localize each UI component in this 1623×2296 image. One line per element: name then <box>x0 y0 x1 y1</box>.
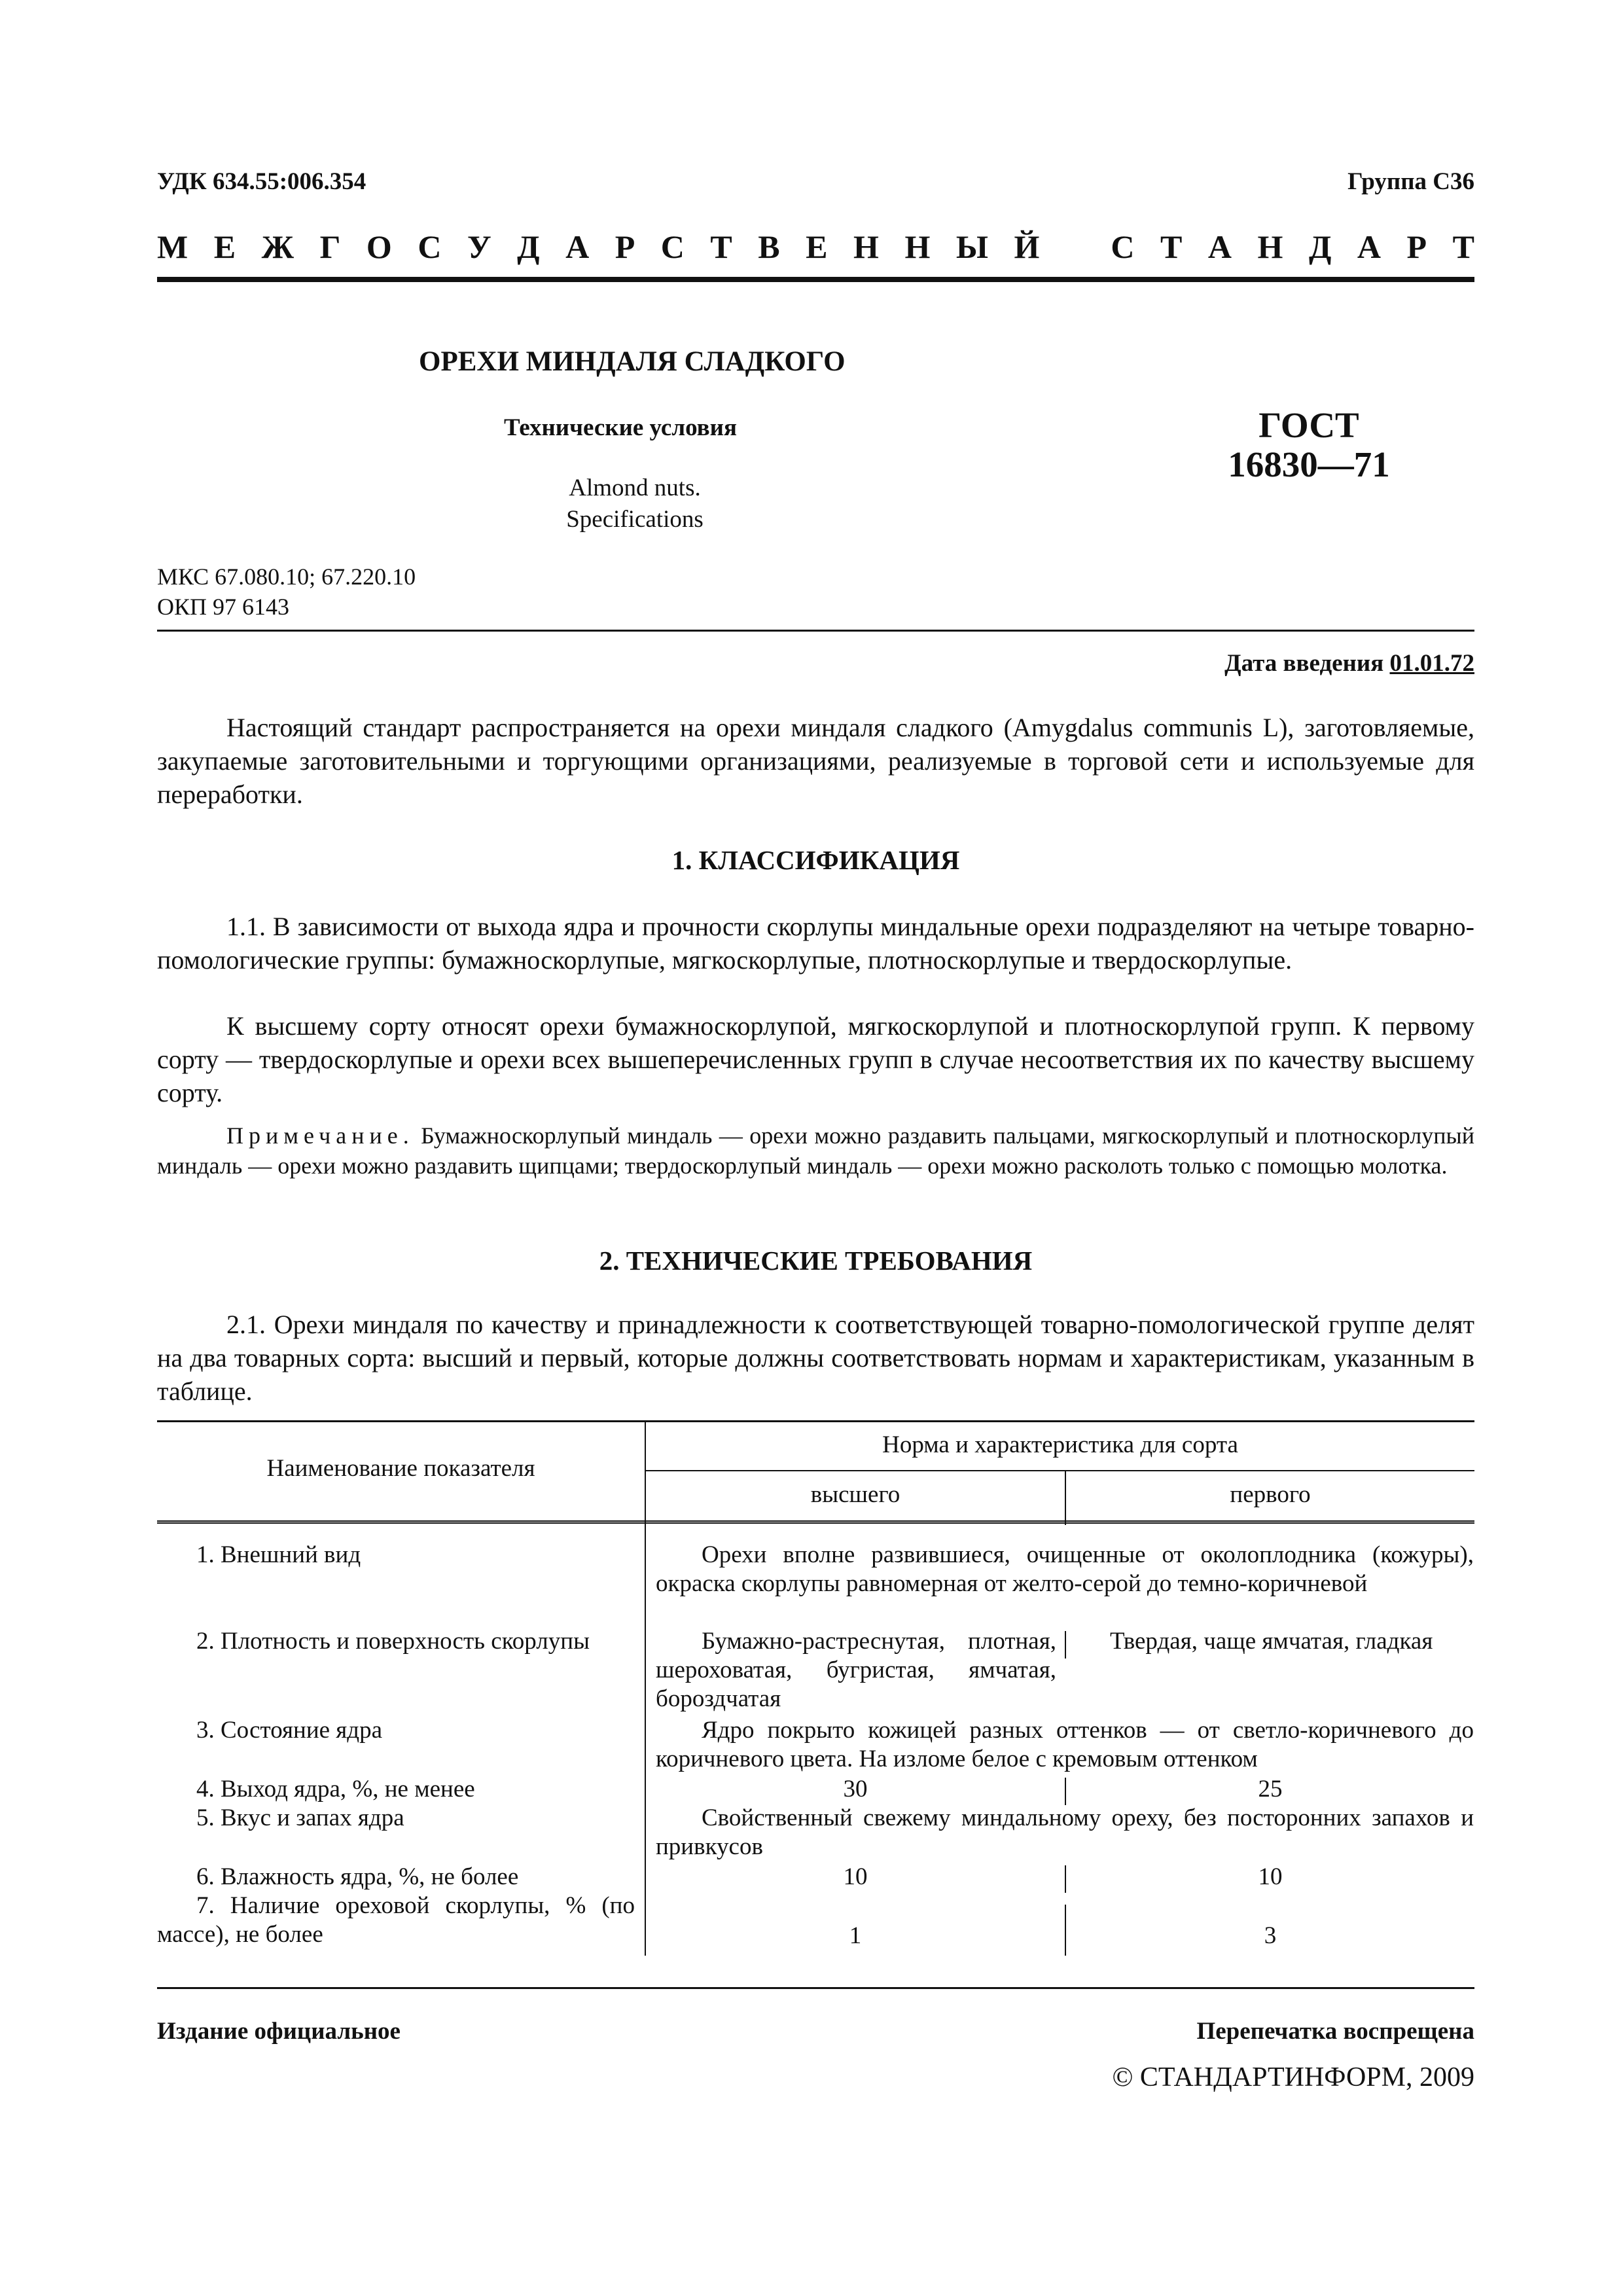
table-row-7-divider <box>1065 1905 1066 1956</box>
section-2-paragraph-1: 2.1. Орехи миндаля по качеству и принадлежности к соответствующей товарно-помологической группе делят на два товарных сорта: высший и первый, которые должны соответствовать нормам и характеристикам, указанным в таблице. <box>157 1310 1474 1406</box>
banner-letter: С <box>660 228 685 265</box>
english-title-line2: Specifications <box>566 506 704 533</box>
banner-letter: Й <box>1014 228 1040 265</box>
table-row-2-first: Твердая, чаще ямчатая, гладкая <box>1110 1628 1433 1655</box>
banner-letter: С <box>418 228 442 265</box>
gost-designation: 16830—71 <box>1228 444 1390 484</box>
table-row-6-first: 10 <box>1258 1863 1283 1890</box>
reprint-prohibited-label: Перепечатка воспрещена <box>1196 2018 1474 2045</box>
okp-code: ОКП 97 6143 <box>157 594 290 620</box>
table-row-6-divider <box>1065 1865 1066 1893</box>
banner-letter: Н <box>1257 228 1283 265</box>
banner-letter: У <box>467 228 491 265</box>
banner-letter: С <box>1111 228 1135 265</box>
section-1-paragraph-2: К высшему сорту относят орехи бумажноскорлупой, мягкоскорлупой и плотноскорлупой групп. К первому сорту — твердоскорлупые и орехи всех вышеперечисленных групп в случае несоответствия их по качеству высшему сорту. <box>157 1011 1474 1107</box>
section-1-paragraph-1: 1.1. В зависимости от выхода ядра и прочности скорлупы миндальные орехи подразделяют на четыре товарно-помологические группы: бумажноскорлупые, мягкоскорлупые, плотноскорлупые и твердоскорлупые. <box>157 912 1474 975</box>
document-title: ОРЕХИ МИНДАЛЯ СЛАДКОГО <box>419 346 846 377</box>
intro-date-label: Дата введения <box>1224 650 1384 677</box>
official-edition-label: Издание официальное <box>157 2018 401 2045</box>
table-row-4-highest: 30 <box>843 1776 868 1803</box>
intro-paragraph: Настоящий стандарт распространяется на орехи миндаля сладкого (Amygdalus communis L), заготовляемые, закупаемые заготовительными и торгующими организациями, реализуемые в торговой сети и используемые для переработки. <box>157 713 1474 809</box>
gost-label: ГОСТ <box>1258 405 1359 445</box>
table-row-7-first: 3 <box>1264 1922 1277 1949</box>
table-row-7-highest: 1 <box>849 1922 862 1949</box>
copyright-notice: © СТАНДАРТИНФОРМ, 2009 <box>1112 2062 1474 2092</box>
table-row-3-value: Ядро покрыто кожицей разных оттенков — от светло-коричневого до коричневого цвета. На изломе белое с кремовым оттенком <box>656 1717 1474 1772</box>
section-2-heading: 2. ТЕХНИЧЕСКИЕ ТРЕБОВАНИЯ <box>599 1246 1033 1276</box>
table-row-1-label: 1. Внешний вид <box>196 1541 361 1568</box>
banner-letter: Ы <box>955 228 988 265</box>
banner-letter: Н <box>904 228 931 265</box>
table-row-2-divider <box>1065 1631 1066 1659</box>
table-row-3-label: 3. Состояние ядра <box>196 1717 383 1744</box>
footer-divider <box>157 1987 1474 1989</box>
table-row-7-label: 7. Наличие ореховой скорлупы, % (по массе), не более <box>157 1892 635 1948</box>
col-header-norm-group: Норма и характеристика для сорта <box>882 1431 1238 1458</box>
section-1-note <box>157 1121 1474 1181</box>
banner-letter: Т <box>710 228 732 265</box>
table-row-5-label: 5. Вкус и запах ядра <box>196 1804 404 1831</box>
group-code: Группа С36 <box>1347 168 1474 195</box>
banner-letter: О <box>366 228 392 265</box>
table-row-1-value: Орехи вполне развившиеся, очищенные от околоплодника (кожуры), окраска скорлупы равномерная от желто-серой до темно-коричневой <box>656 1541 1474 1597</box>
banner-letter: Р <box>1406 228 1427 265</box>
note-text: Бумажноскорлупый миндаль — орехи можно раздавить пальцами, мягкоскорлупый и плотноскорлупый миндаль — орехи можно раздавить щипцами; твердоскорлупый миндаль — орехи можно расколоть только с помощью молотка. <box>157 1122 1474 1179</box>
table-row-4-divider <box>1065 1778 1066 1805</box>
english-title <box>550 473 720 535</box>
banner-letter: А <box>1357 228 1381 265</box>
banner-letter: Т <box>1160 228 1183 265</box>
table-header-bottom-rule <box>157 1520 1474 1524</box>
document-subtitle: Технические условия <box>504 414 737 441</box>
table-row-2-label: 2. Плотность и поверхность скорлупы <box>196 1628 590 1655</box>
banner-letter: Д <box>1308 228 1332 265</box>
col-header-highest: высшего <box>810 1481 901 1508</box>
intro-date <box>1224 649 1474 677</box>
table-row-6-label: 6. Влажность ядра, %, не более <box>196 1863 519 1890</box>
banner-letter: А <box>565 228 590 265</box>
standard-type-banner <box>157 228 1474 266</box>
banner-letter: Р <box>615 228 635 265</box>
banner-letter: Е <box>213 228 236 265</box>
banner-letter: Н <box>853 228 879 265</box>
table-row-2-highest: Бумажно-растреснутая, плотная, шероховатая, бугристая, ямчатая, бороздчатая <box>656 1628 1056 1712</box>
banner-letter: Т <box>1452 228 1474 265</box>
banner-word-gap <box>1065 228 1085 266</box>
banner-letter: Д <box>517 228 540 265</box>
codes-divider <box>157 630 1474 632</box>
banner-letter: А <box>1207 228 1232 265</box>
intro-date-value: 01.01.72 <box>1389 650 1474 677</box>
header-divider <box>157 277 1474 282</box>
banner-letter: Ж <box>261 228 294 265</box>
section-1-heading: 1. КЛАССИФИКАЦИЯ <box>671 845 960 875</box>
table-row-4-first: 25 <box>1258 1776 1283 1803</box>
col-header-indicator: Наименование показателя <box>266 1455 535 1482</box>
table-top-border <box>157 1420 1474 1422</box>
mks-code: МКС 67.080.10; 67.220.10 <box>157 564 416 590</box>
banner-letter: В <box>758 228 780 265</box>
english-title-line1: Almond nuts. <box>569 475 701 501</box>
note-label: Примечание. <box>226 1122 414 1149</box>
table-subheader-rule <box>645 1470 1474 1471</box>
col-header-first: первого <box>1230 1481 1311 1508</box>
table-row-5-value: Свойственный свежему миндальному ореху, без посторонних запахов и привкусов <box>656 1804 1474 1860</box>
banner-letter: М <box>157 228 188 265</box>
requirements-table <box>157 1420 1474 1957</box>
banner-letter: Е <box>806 228 828 265</box>
banner-letter: Г <box>319 228 341 265</box>
udk-code: УДК 634.55:006.354 <box>157 168 366 195</box>
table-row-4-label: 4. Выход ядра, %, не менее <box>196 1776 475 1803</box>
classification-codes <box>157 562 416 622</box>
gost-number <box>1217 406 1400 484</box>
table-row-6-highest: 10 <box>843 1863 868 1890</box>
